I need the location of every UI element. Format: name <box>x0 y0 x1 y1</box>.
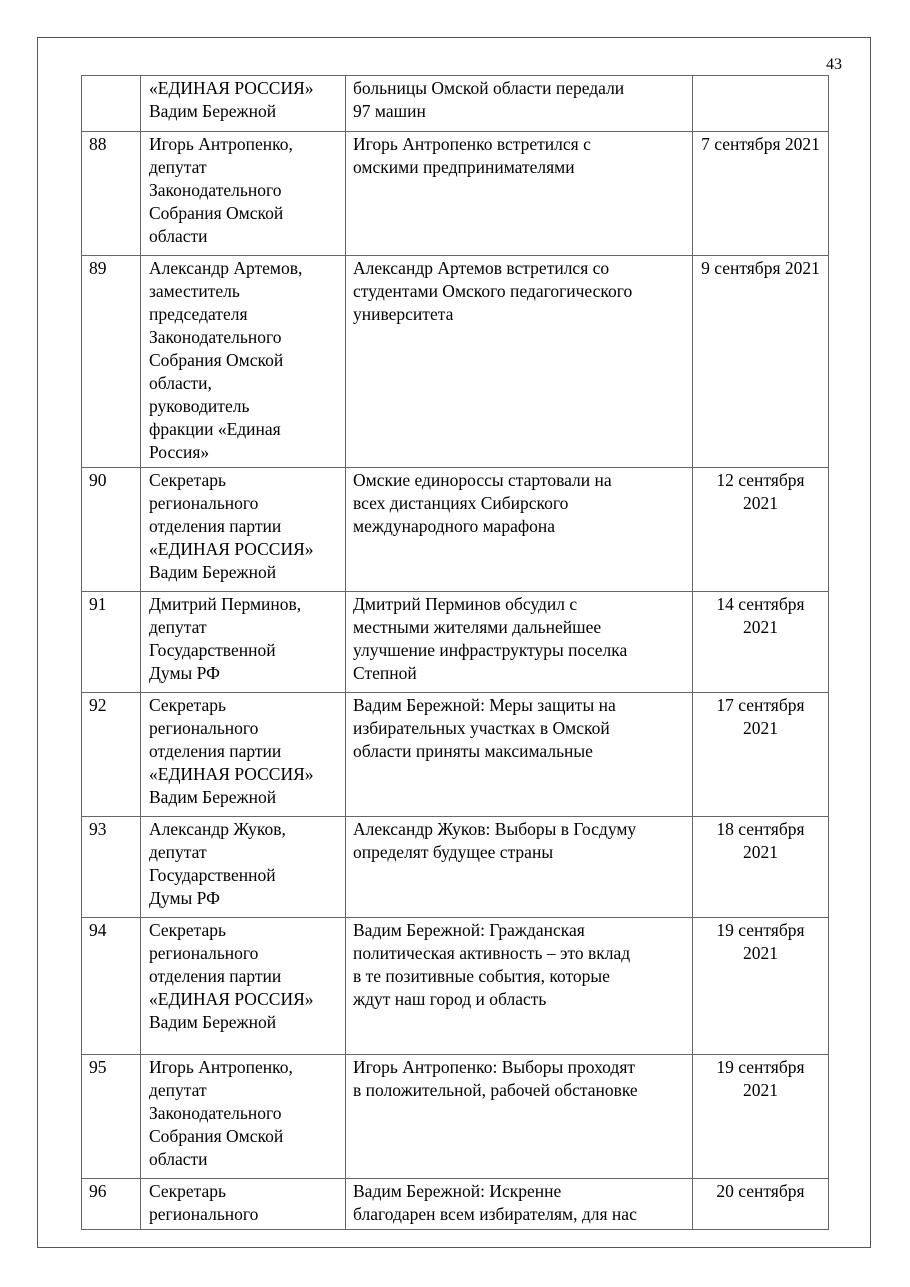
row-date <box>693 76 829 132</box>
row-author: Секретарь регионального отделения партии «ЕДИНАЯ РОССИЯ» Вадим Бережной <box>141 468 346 592</box>
table-row <box>82 132 829 256</box>
row-number: 96 <box>82 1179 141 1230</box>
row-date: 14 сентября 2021 <box>693 592 829 693</box>
table-row <box>82 1179 829 1230</box>
table-row <box>82 1055 829 1179</box>
row-number: 94 <box>82 918 141 1055</box>
row-date: 17 сентября 2021 <box>693 693 829 817</box>
row-number: 90 <box>82 468 141 592</box>
row-number: 95 <box>82 1055 141 1179</box>
row-author: Игорь Антропенко, депутат Законодательного Собрания Омской области <box>141 132 346 256</box>
row-author: Александр Жуков, депутат Государственной Думы РФ <box>141 817 346 918</box>
row-number: 91 <box>82 592 141 693</box>
row-number <box>82 76 141 132</box>
row-date: 7 сентября 2021 <box>693 132 829 256</box>
row-number: 92 <box>82 693 141 817</box>
row-title: Игорь Антропенко встретился с омскими предпринимателями <box>346 132 693 256</box>
row-date: 20 сентября <box>693 1179 829 1230</box>
table-row <box>82 256 829 468</box>
table-row <box>82 76 829 132</box>
row-author: «ЕДИНАЯ РОССИЯ» Вадим Бережной <box>141 76 346 132</box>
row-date: 19 сентября 2021 <box>693 918 829 1055</box>
row-number: 89 <box>82 256 141 468</box>
table-row <box>82 468 829 592</box>
row-author: Александр Артемов, заместитель председателя Законодательного Собрания Омской области, руководитель фракции «Единая Россия» <box>141 256 346 468</box>
table-row <box>82 693 829 817</box>
row-title: Александр Жуков: Выборы в Госдуму определят будущее страны <box>346 817 693 918</box>
row-author: Секретарь регионального <box>141 1179 346 1230</box>
table-row <box>82 592 829 693</box>
row-author: Игорь Антропенко, депутат Законодательного Собрания Омской области <box>141 1055 346 1179</box>
row-date: 19 сентября 2021 <box>693 1055 829 1179</box>
row-title: Вадим Бережной: Гражданская политическая активность – это вклад в те позитивные события, которые ждут наш город и область <box>346 918 693 1055</box>
row-title: Омские единороссы стартовали на всех дистанциях Сибирского международного марафона <box>346 468 693 592</box>
table-row <box>82 918 829 1055</box>
row-title: Вадим Бережной: Меры защиты на избирательных участках в Омской области приняты максимальные <box>346 693 693 817</box>
row-title: Александр Артемов встретился со студентами Омского педагогического университета <box>346 256 693 468</box>
page-number: 43 <box>826 56 842 73</box>
table-row <box>82 817 829 918</box>
row-title: Дмитрий Перминов обсудил с местными жителями дальнейшее улучшение инфраструктуры поселка Степной <box>346 592 693 693</box>
row-date: 9 сентября 2021 <box>693 256 829 468</box>
row-author: Секретарь регионального отделения партии «ЕДИНАЯ РОССИЯ» Вадим Бережной <box>141 693 346 817</box>
row-number: 88 <box>82 132 141 256</box>
events-table <box>81 75 829 1230</box>
row-author: Дмитрий Перминов, депутат Государственной Думы РФ <box>141 592 346 693</box>
row-title: Вадим Бережной: Искренне благодарен всем избирателям, для нас <box>346 1179 693 1230</box>
row-author: Секретарь регионального отделения партии «ЕДИНАЯ РОССИЯ» Вадим Бережной <box>141 918 346 1055</box>
row-title: больницы Омской области передали 97 машин <box>346 76 693 132</box>
row-date: 18 сентября 2021 <box>693 817 829 918</box>
row-title: Игорь Антропенко: Выборы проходят в положительной, рабочей обстановке <box>346 1055 693 1179</box>
row-number: 93 <box>82 817 141 918</box>
row-date: 12 сентября 2021 <box>693 468 829 592</box>
